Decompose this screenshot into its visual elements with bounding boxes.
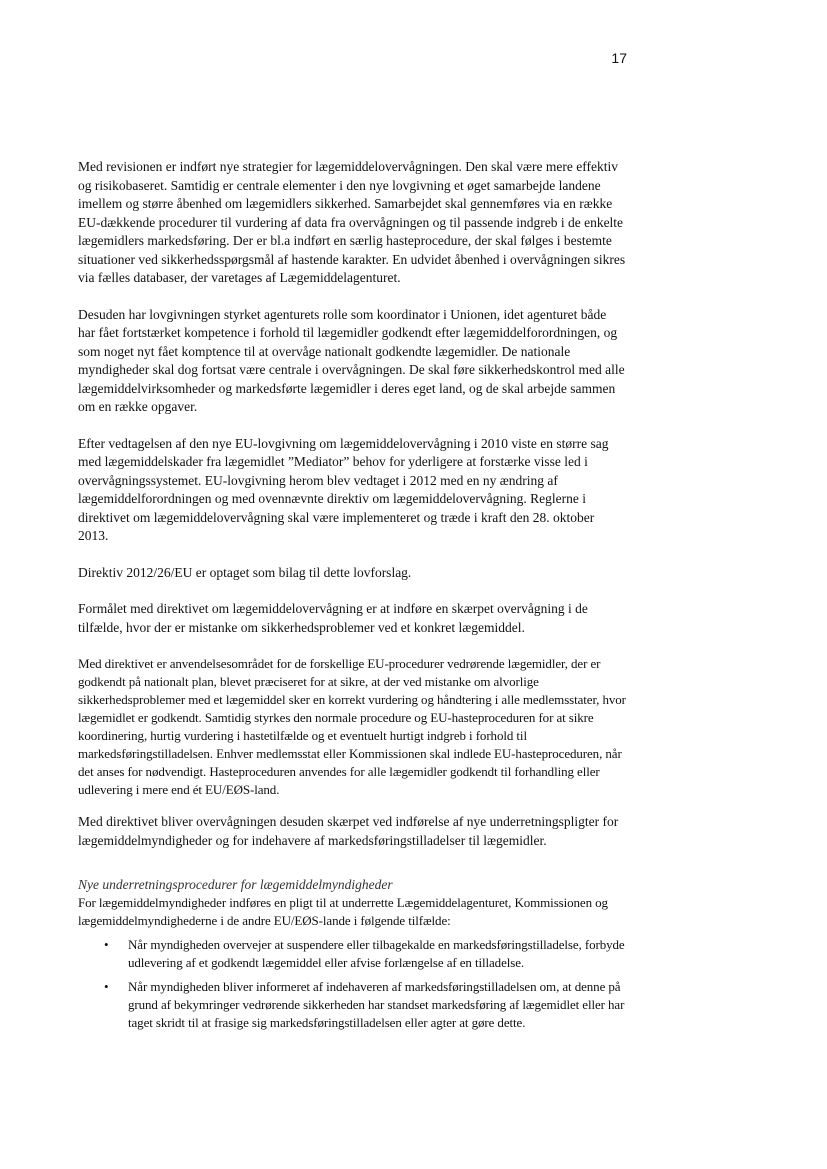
page-number: 17 — [611, 50, 627, 66]
document-body — [78, 158, 626, 1038]
paragraph-scope: Med direktivet er anvendelsesområdet for de forskellige EU-procedurer vedrørende lægemidler, der er godkendt på nationalt plan, blevet præciseret for at sikre, at der ved mistanke om alvorlige sikkerhedsproblemer med et lægemiddel sker en korrekt vurdering og håndtering i alle medlemsstater, hvor lægemidlet er godkendt. Samtidig styrkes den normale procedure og EU-hasteproceduren for at sikre koordinering, hurtig vurdering i hastetilfælde og et eventuelt hurtigt indgreb i forhold til markedsføringstilladelsen. Enhver medlemsstat eller Kommissionen skal indlede EU-hasteproceduren, når det anses for nødvendigt. Hasteproceduren anvendes for alle lægemidler godkendt til forhandling eller udlevering i mere end ét EU/EØS-land. — [78, 656, 626, 797]
list-item — [104, 978, 626, 1032]
bullet-icon: • — [104, 937, 109, 952]
paragraph-mediator: Efter vedtagelsen af den nye EU-lovgivning om lægemiddelovervågning i 2010 viste en større sag med lægemiddelskader fra lægemidlet ”Mediator” behov for yderligere at forstærke visse led i overvågningssystemet. EU-lovgivning herom blev vedtaget i 2012 med en ny ændring af lægemiddelforordningen og med ovennævnte direktiv om lægemiddelovervågning. Reglerne i direktivet om lægemiddelovervågning skal være implementeret og træde i kraft den 28. oktober 2013. — [78, 435, 609, 543]
paragraph-agency-role: Desuden har lovgivningen styrket agenturets rolle som koordinator i Unionen, idet agenturet både har fået fortstærket kompetence i forhold til lægemidler godkendt efter lægemiddelforordningen, og som noget nyt fået komptence til at overvåge nationalt godkendte lægemidler. De nationale myndigheder skal dog fortsat være centrale i overvågningen. De skal føre sikkerhedskontrol med alle lægemiddelvirksomheder og markedsførte lægemidler i deres eget land, og de skal arbejde sammen om en række opgaver. — [78, 306, 625, 414]
section-intro: For lægemiddelmyndigheder indføres en pligt til at underrette Lægemiddelagenturet, Kommissionen og lægemiddelmyndighederne i de andre EU/EØS-lande i følgende tilfælde: — [78, 895, 608, 928]
list-item — [104, 936, 626, 972]
bullet-icon: • — [104, 979, 109, 994]
paragraph-directive-annex: Direktiv 2012/26/EU er optaget som bilag til dette lovforslag. — [78, 564, 412, 580]
paragraph-revision: Med revisionen er indført nye strategier for lægemiddelovervågningen. Den skal være mere effektiv og risikobaseret. Samtidig er centrale elementer i den nye lovgivning et øget samarbejde landene imellem og større åbenhed om lægemidlers sikkerhed. Samarbejdet skal gennemføres via en række EU-dækkende procedurer til vurdering af data fra overvågningen og til passende indgreb i de enkelte lægemidlers markedsføring. Der er bl.a indført en særlig hasteprocedure, der skal følges i bestemte situationer ved sikkerhedsspørgsmål af hastende karakter. En udvidet åbenhed i overvågningen sikres via fælles databaser, der varetages af Lægemiddelagenturet. — [78, 159, 626, 285]
list-item-text: Når myndigheden overvejer at suspendere eller tilbagekalde en markedsføringstilladelse, forbyde udlevering af et godkendt lægemiddel eller afvise forlængelse af en tilladelse. — [128, 937, 625, 970]
section-heading: Nye underretningsprocedurer for lægemiddelmyndigheder — [78, 877, 393, 892]
bullet-list — [78, 936, 626, 1032]
paragraph-purpose: Formålet med direktivet om lægemiddelovervågning er at indføre en skærpet overvågning i de tilfælde, hvor der er mistanke om sikkerhedsproblemer ved et konkret lægemiddel. — [78, 601, 588, 635]
paragraph-notification-duties: Med direktivet bliver overvågningen desuden skærpet ved indførelse af nye underretningspligter for lægemiddelmyndigheder og for indehavere af markedsføringstilladelser til lægemidler. — [78, 814, 619, 848]
list-item-text: Når myndigheden bliver informeret af indehaveren af markedsføringstilladelsen om, at denne på grund af bekymringer vedrørende sikkerheden har standset markedsføring af lægemidlet eller har taget skridt til at frasige sig markedsføringstilladelsen eller agter at gøre dette. — [128, 979, 625, 1030]
